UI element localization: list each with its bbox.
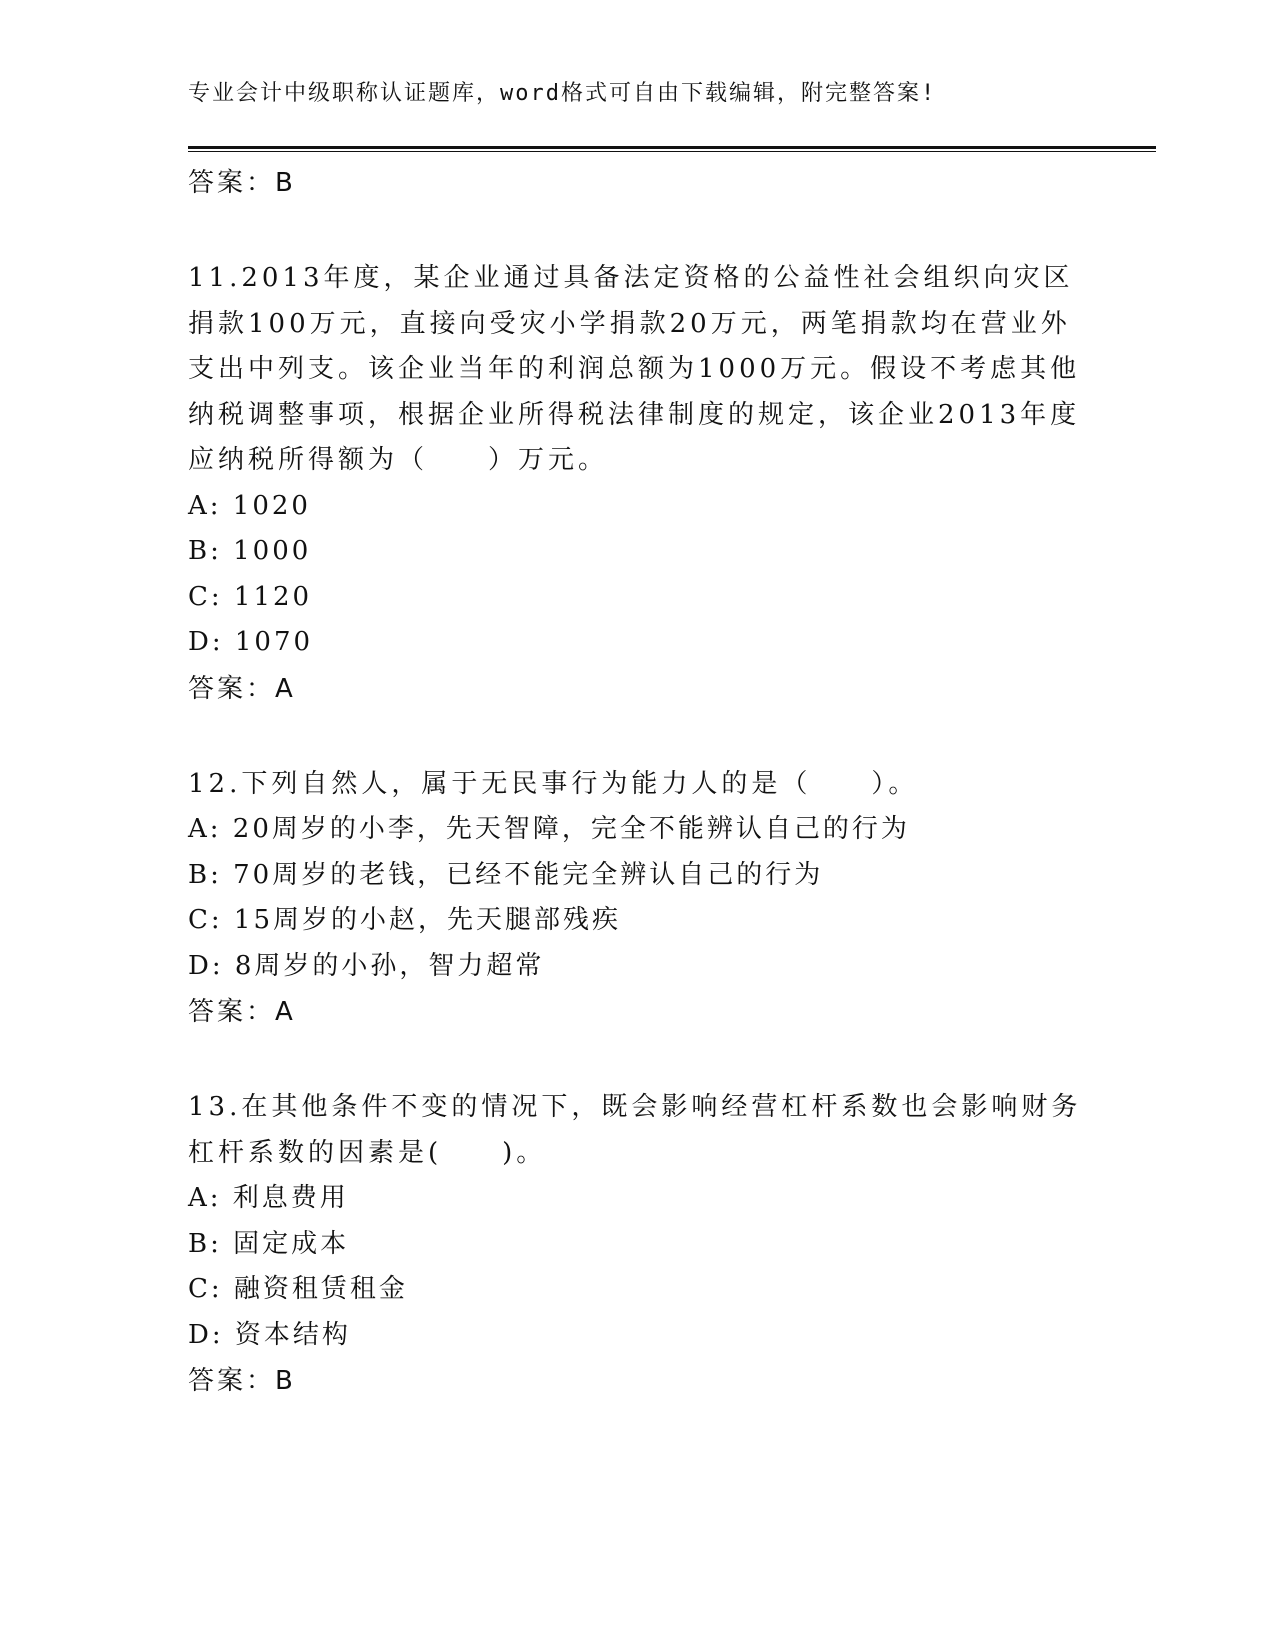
header-divider	[188, 146, 1156, 152]
question-block	[188, 1085, 1088, 1404]
question-list	[188, 158, 1088, 1404]
question-stem: 12.下列自然人，属于无民事行为能力人的是（ ）。	[188, 768, 919, 799]
option-b: B: 固定成本	[188, 1228, 350, 1259]
page-header: 专业会计中级职称认证题库，word格式可自由下载编辑，附完整答案!	[188, 81, 937, 106]
option-c: C: 融资租赁租金	[188, 1274, 408, 1304]
question-stem: 11.2013年度，某企业通过具备法定资格的公益性社会组织向灾区捐款100万元，直接向受灾小学捐款20万元，两笔捐款均在营业外支出中列支。该企业当年的利润总额为1000万元。假设不考虑其他纳税调整事项，根据企业所得税法律制度的规定，该企业2013年度应纳税所得额为（ ）万元。	[188, 263, 1081, 475]
option-a: A: 利息费用	[188, 1183, 349, 1213]
option-c: C: 1120	[188, 581, 313, 612]
option-a: A: 20周岁的小李，先天智障，完全不能辨认自己的行为	[188, 814, 910, 844]
answer-line: 答案：B	[188, 1366, 296, 1396]
option-c: C: 15周岁的小赵，先天腿部残疾	[188, 905, 622, 935]
option-b: B: 1000	[188, 536, 312, 566]
option-a: A: 1020	[188, 490, 311, 521]
question-block	[188, 256, 1088, 712]
option-d: D: 1070	[188, 627, 314, 657]
question-stem: 13.在其他条件不变的情况下，既会影响经营杠杆系数也会影响财务杠杆系数的因素是( )。	[188, 1092, 1082, 1168]
previous-answer: 答案：B	[188, 168, 296, 198]
answer-line: 答案：A	[188, 673, 296, 704]
option-b: B: 70周岁的老钱，已经不能完全辨认自己的行为	[188, 859, 824, 890]
option-d: D: 8周岁的小孙，智力超常	[188, 950, 545, 981]
answer-line: 答案：A	[188, 997, 296, 1027]
question-block	[188, 762, 1088, 1036]
option-d: D: 资本结构	[188, 1319, 351, 1350]
